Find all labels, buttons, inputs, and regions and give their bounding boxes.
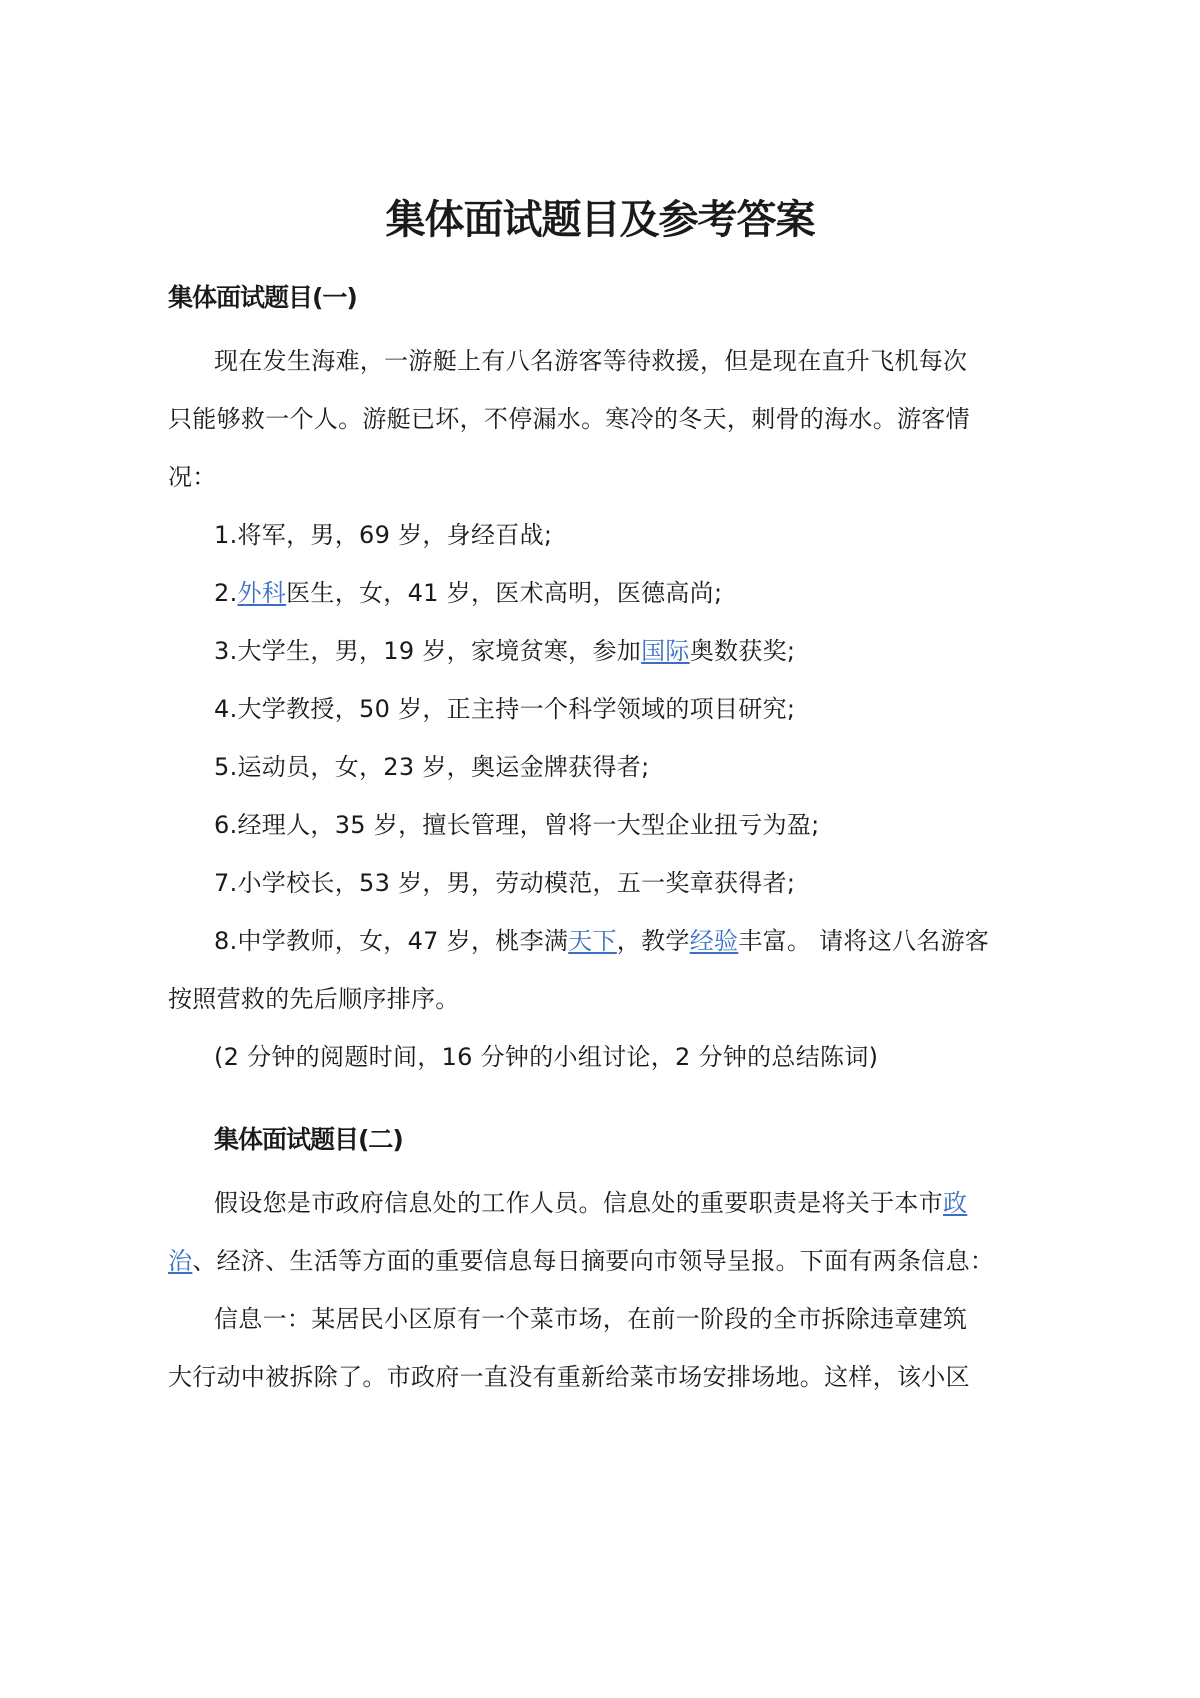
paragraph-line <box>214 1186 967 1220</box>
list-item-text: 医生，女，41 岁，医术高明，医德高尚; <box>286 579 723 607</box>
list-item-6: 6.经理人，35 岁，擅长管理，曾将一大型企业扭亏为盈; <box>214 811 820 839</box>
link-politics[interactable]: 政 <box>943 1189 968 1217</box>
paragraph-line: 按照营救的先后顺序排序。 <box>168 985 460 1013</box>
link-world[interactable]: 天下 <box>568 927 617 955</box>
list-item-7: 7.小学校长，53 岁，男，劳动模范，五一奖章获得者; <box>214 869 796 897</box>
section-heading-2: 集体面试题目(二) <box>214 1125 403 1154</box>
list-item-text: 8.中学教师，女，47 岁，桃李满 <box>214 927 569 955</box>
paragraph-line: 只能够救一个人。游艇已坏，不停漏水。寒冷的冬天，刺骨的海水。游客情 <box>168 405 970 433</box>
list-item-text: 奥数获奖; <box>689 637 796 665</box>
link-surgery[interactable]: 外科 <box>237 579 287 607</box>
list-item-5: 5.运动员，女，23 岁，奥运金牌获得者; <box>214 753 650 781</box>
paragraph-line: 大行动中被拆除了。市政府一直没有重新给菜市场安排场地。这样，该小区 <box>168 1363 970 1391</box>
paragraph-text: 、经济、生活等方面的重要信息每日摘要向市领导呈报。下面有两条信息： <box>192 1247 995 1275</box>
paragraph-line <box>168 1244 994 1278</box>
section-heading-1: 集体面试题目(一) <box>168 283 357 312</box>
document-title: 集体面试题目及参考答案 <box>385 197 815 243</box>
list-item-8 <box>214 924 989 958</box>
paragraph-line: 信息一：某居民小区原有一个菜市场，在前一阶段的全市拆除违章建筑 <box>214 1305 968 1333</box>
paragraph-text: 假设您是市政府信息处的工作人员。信息处的重要职责是将关于本市 <box>214 1189 943 1217</box>
paragraph-line: 况： <box>168 463 217 491</box>
paragraph-line: 现在发生海难，一游艇上有八名游客等待救援，但是现在直升飞机每次 <box>214 347 968 375</box>
timing-note: (2 分钟的阅题时间，16 分钟的小组讨论，2 分钟的总结陈词) <box>214 1043 879 1071</box>
list-item-text: 丰富。 请将这八名游客 <box>738 927 990 955</box>
list-item-1: 1.将军，男，69 岁，身经百战; <box>214 521 553 549</box>
list-item-4: 4.大学教授，50 岁，正主持一个科学领域的项目研究; <box>214 695 796 723</box>
link-politics[interactable]: 治 <box>168 1247 193 1275</box>
list-item-3 <box>214 634 795 668</box>
list-item-text: ，教学 <box>616 927 690 955</box>
link-international[interactable]: 国际 <box>641 637 690 665</box>
list-item-text: 2. <box>214 579 238 607</box>
link-experience[interactable]: 经验 <box>689 927 739 955</box>
list-item-2 <box>214 576 722 610</box>
list-item-text: 3.大学生，男，19 岁，家境贫寒，参加 <box>214 637 642 665</box>
